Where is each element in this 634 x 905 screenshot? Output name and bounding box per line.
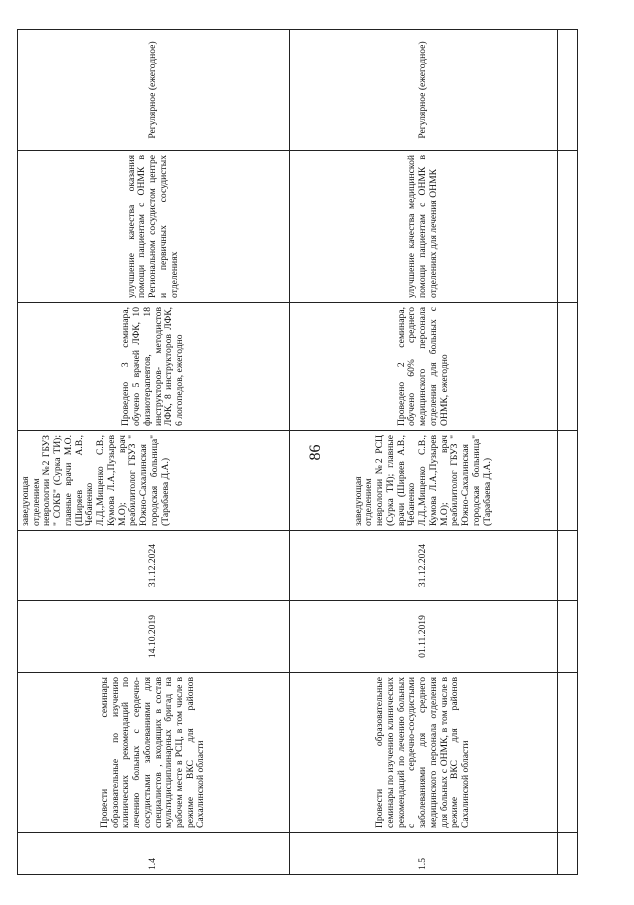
indicator-cell: улучшение качества медицинской помощи пациентам с ОНМК в отделениях для лечения ОНМК	[290, 151, 558, 303]
start-date-cell: 14.10.2019	[18, 601, 290, 673]
row-number: 1.4	[18, 833, 290, 875]
indicator-cell: улучшение качества оказания помощи пациентам с ОНМК в Региональном сосудистом центре и первичных сосудистых отделениях	[18, 151, 290, 303]
table-row-empty	[558, 30, 578, 875]
table-row	[290, 30, 558, 875]
measures-table	[17, 29, 578, 875]
end-date-cell: 31.12.2024	[18, 531, 290, 601]
responsible-cell: заведующая отделением неврологии №2 РСЦ (Сурка ТИ); главные врачи (Ширяев А.В., Чебаненко Л.Д.,Мищенко С.В., Кумова Л.А.,Пузырев М.О); врач реабилитолог ГБУЗ " Южно-Сахалинская городская больница" (Тарабаева Д.А.)	[290, 431, 558, 531]
result-cell: Проведено 3 семинара, обучено 5 врачей ЛФК, 10 физиотерапевтов, 18 инструкторов- методистов ЛФК, 8 инструкторов ЛФК, 6 логопедов, ежегодно	[18, 303, 290, 431]
periodicity-cell: Регулярное (ежегодное)	[290, 30, 558, 151]
rotated-page	[17, 30, 617, 875]
result-cell: Проведено 2 семинара, обучено 60% среднего медицинского персонала отделения для больных с ОНМК, ежегодно	[290, 303, 558, 431]
page-number: 86	[307, 444, 324, 461]
start-date-cell: 01.11.2019	[290, 601, 558, 673]
event-cell: Провести образовательные семинары по изучению клинических рекомендаций по лечению больных с сердечно-сосудистыми заболеваниями для среднего медицинского персонала отделения для больных с ОНМК, в том числе в режиме ВКС для районов Сахалинской области	[290, 673, 558, 833]
row-number: 1.5	[290, 833, 558, 875]
responsible-cell: заведующая отделением неврологии №2 ГБУЗ " СОКБ" (Сурка ТИ); главные врачи М.О. (Ширяев А.В., Чебаненко Л.Д.,Мищенко С.В., Кумова Л.А.,Пузырев М.О); врач реабилитолог ГБУЗ " Южно-Сахалинская городская больница" (Тарабаева Д.А.)	[18, 431, 290, 531]
periodicity-cell: Регулярное (ежегодное)	[18, 30, 290, 151]
table-row	[18, 30, 290, 875]
event-cell: Провести семинары образовательные по изучению клинических рекомендаций по лечению больных с сердечно-сосудистыми заболеваниями для специалистов , входящих в состав мультидисциплинарных бригад на рабочем месте в РСЦ, в том числе в режиме ВКС для районов Сахалинской области	[18, 673, 290, 833]
end-date-cell: 31.12.2024	[290, 531, 558, 601]
